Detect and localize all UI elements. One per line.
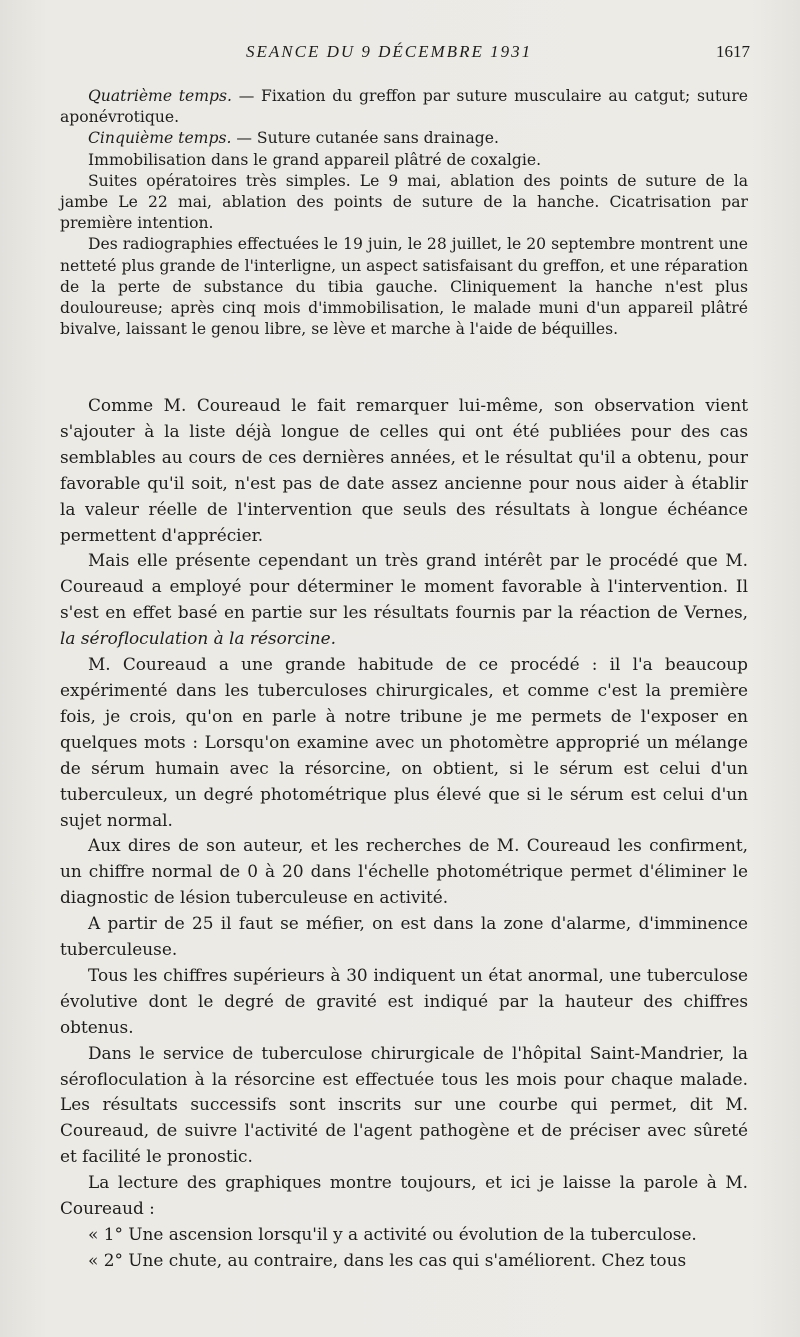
note-paragraph <box>60 150 748 171</box>
paragraph-text: M. Coureaud a une grande habitude de ce procédé : il l'a beaucoup expérimenté dans les tuberculoses chirurgicales, et comme c'est la première fois, je crois, qu'on en parle à notre tribune je me permets de l'exposer en quelques mots : Lorsqu'on examine avec un photomètre approprié un mélange de sérum humain avec la résorcine, on obtient, si le sérum est celui d'un tuberculeux, un degré photométrique plus élevé que si le sérum est celui d'un sujet normal. <box>60 654 748 830</box>
body-paragraph <box>60 963 748 1041</box>
body-paragraph <box>60 652 748 833</box>
paragraph-text: Mais elle présente cependant un très grand intérêt par le procédé que M. Coureaud a employé pour déterminer le moment favorable à l'intervention. Il s'est en effet basé en partie sur les résultats fournis par la réaction de Vernes, <box>60 550 748 623</box>
note-text: Immobilisation dans le grand appareil plâtré de coxalgie. <box>88 150 542 169</box>
note-paragraph <box>60 86 748 128</box>
body-paragraph <box>60 1170 748 1222</box>
step-label: Quatrième temps. <box>88 87 233 105</box>
note-paragraph <box>60 234 748 340</box>
body-paragraph <box>60 1041 748 1171</box>
step-label: Cinquième temps. <box>88 129 232 148</box>
paragraph-text: « 2° Une chute, au contraire, dans les cas qui s'améliorent. Chez tous <box>88 1249 687 1270</box>
body-paragraph <box>60 393 748 548</box>
note-text: Suites opératoires très simples. Le 9 mai, ablation des points de suture de la jambe Le 22 mai, ablation des points de suture de la hanche. Cicatrisation par première intention. <box>60 171 748 233</box>
paragraph-text: La lecture des graphiques montre toujours, et ici je laisse la parole à M. Coureaud : <box>60 1172 748 1219</box>
note-text: — Suture cutanée sans drainage. <box>231 129 499 148</box>
note-paragraph <box>60 171 748 235</box>
commentary-body <box>60 393 748 1274</box>
header-title: SEANCE DU 9 DÉCEMBRE 1931 <box>246 42 533 61</box>
body-paragraph <box>60 548 748 652</box>
note-text: — Fixation du greffon par suture musculaire au catgut; suture aponévrotique. <box>60 87 748 127</box>
quote-paragraph <box>60 1222 748 1248</box>
observation-notes <box>60 86 748 340</box>
paragraph-text: Comme M. Coureaud le fait remarquer lui-même, son observation vient s'ajouter à la liste déjà longue de celles qui ont été publiées pour des cas semblables au cours de ces dernières années, et le résultat qu'il a obtenu, pour favorable qu'il soit, n'est pas de date assez ancienne pour nous aider à établir la valeur réelle de l'intervention que seuls des résultats à longue échéance permettent d'apprécier. <box>60 395 748 545</box>
page-number: 1617 <box>716 42 750 61</box>
note-text: Des radiographies effectuées le 19 juin, le 28 juillet, le 20 septembre montrent une netteté plus grande de l'interligne, un aspect satisfaisant du greffon, et une réparation de la perte de substance du tibia gauche. Cliniquement la hanche n'est plus douloureuse; après cinq mois d'immobilisation, le malade muni d'un appareil plâtré bivalve, laissant le genou libre, se lève et marche à l'aide de béquilles. <box>60 235 748 339</box>
note-paragraph <box>60 128 748 149</box>
running-header <box>60 42 750 66</box>
paragraph-text: Tous les chiffres supérieurs à 30 indiquent un état anormal, une tuberculose évolutive dont le degré de gravité est indiqué par la hauteur des chiffres obtenus. <box>60 964 748 1037</box>
paragraph-text: Dans le service de tuberculose chirurgicale de l'hôpital Saint-Mandrier, la sérofloculation à la résorcine est effectuée tous les mois pour chaque malade. Les résultats successifs sont inscrits sur une courbe qui permet, dit M. Coureaud, de suivre l'activité de l'agent pathogène et de préciser avec sûreté et facilité le pronostic. <box>60 1042 748 1167</box>
body-paragraph <box>60 833 748 911</box>
body-paragraph <box>60 911 748 963</box>
paragraph-text: Aux dires de son auteur, et les recherches de M. Coureaud les confirment, un chiffre normal de 0 à 20 dans l'échelle photométrique permet d'éliminer le diagnostic de lésion tuberculeuse en activité. <box>60 835 748 908</box>
paragraph-text: « 1° Une ascension lorsqu'il y a activité ou évolution de la tuberculose. <box>88 1224 697 1244</box>
italic-term: la sérofloculation à la résorcine. <box>60 628 336 649</box>
quote-paragraph <box>60 1248 748 1274</box>
paragraph-text: A partir de 25 il faut se méfier, on est dans la zone d'alarme, d'imminence tuberculeuse. <box>60 913 748 960</box>
